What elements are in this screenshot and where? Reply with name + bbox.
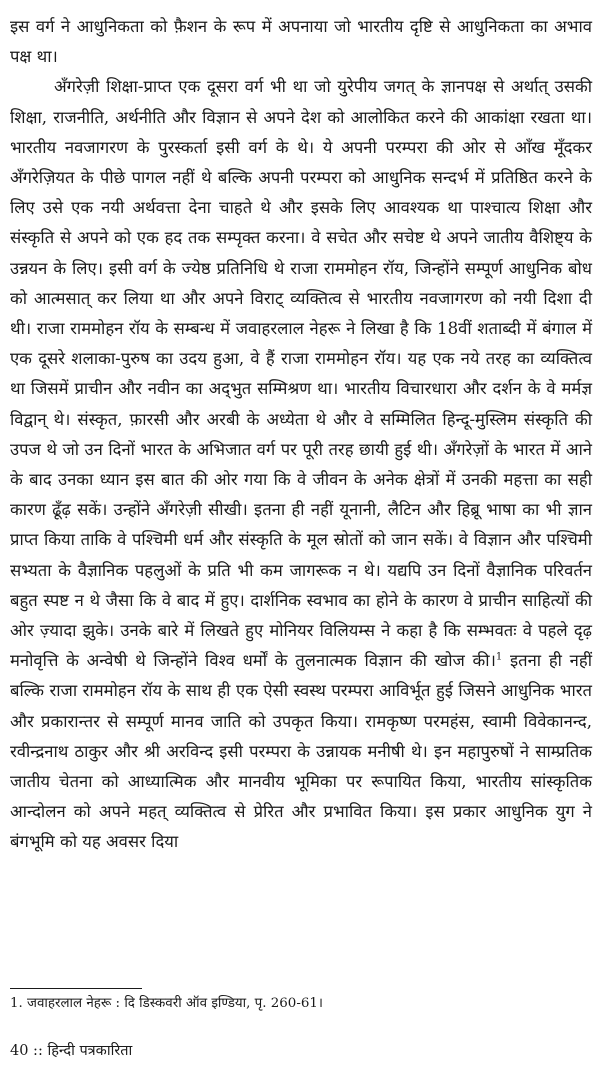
- paragraph-2-text-after-reference: इतना ही नहीं बल्कि राजा राममोहन रॉय के साथ ही एक ऐसी स्वस्थ परम्परा आविर्भूत हुई जिसने आधुनिक भारत और प्रकारान्तर से सम्पूर्ण मानव जाति को उपकृत किया। रामकृष्ण परमहंस, स्वामी विवेकानन्द, रवीन्द्रनाथ ठाकुर और श्री अरविन्द इसी परम्परा के उन्नायक मनीषी थे। इन महापुरुषों ने साम्प्रतिक जातीय चेतना को आध्यात्मिक और मानवीय भूमिका पर रूपायित किया, भारतीय सांस्कृतिक आन्दोलन को अपने महत् व्यक्तित्व से प्रेरित और प्रभावित किया। इस प्रकार आधुनिक युग ने बंगभूमि को यह अवसर दिया: [10, 651, 592, 852]
- footnote: 1. जवाहरलाल नेहरू : दि डिस्कवरी ऑव इण्डिया, पृ. 260-61।: [10, 996, 323, 1011]
- footnote-separator-rule: [10, 988, 142, 989]
- footnote-reference-marker: 1: [495, 651, 503, 663]
- page-number-running-footer: 40 :: हिन्दी पत्रकारिता: [10, 1043, 133, 1059]
- paragraph-2: [10, 72, 592, 857]
- paragraph-1: इस वर्ग ने आधुनिकता को फ़ैशन के रूप में अपनाया जो भारतीय दृष्टि से आधुनिकता का अभाव पक्ष था।: [10, 17, 592, 67]
- paragraph-2-text-before-reference: अँगरेज़ी शिक्षा-प्राप्त एक दूसरा वर्ग भी था जो युरेपीय जगत् के ज्ञानपक्ष से अर्थात् उसकी शिक्षा, राजनीति, अर्थनीति और विज्ञान से अपने देश को आलोकित करने की आकांक्षा रखता था। भारतीय नवजागरण के पुरस्कर्ता इसी वर्ग के थे। ये अपनी परम्परा की ओर से आँख मूँदकर अँगरेज़ियत के पीछे पागल नहीं थे बल्कि अपनी परम्परा को आधुनिक सन्दर्भ में प्रतिष्ठित करने के लिए उसे एक नयी अर्थवत्ता देना चाहते थे और इसके लिए आवश्यक था पाश्चात्य शिक्षा और संस्कृति से अपने को एक हद तक सम्पृक्त करना। वे सचेत और सचेष्ट थे अपने जातीय वैशिष्ट्य के उन्नयन के लिए। इसी वर्ग के ज्येष्ठ प्रतिनिधि थे राजा राममोहन रॉय, जिन्होंने सम्पूर्ण आधुनिक बोध को आत्मसात् कर लिया था और अपने विराट् व्यक्तित्व से भारतीय नवजागरण को नयी दिशा दी थी। राजा राममोहन रॉय के सम्बन्ध में जवाहरलाल नेहरू ने लिखा है कि 18वीं शताब्दी में बंगाल में एक दूसरे शलाका-पुरुष का उदय हुआ, वे हैं राजा राममोहन रॉय। यह एक नये तरह का व्यक्तित्व था जिसमें प्राचीन और नवीन का अद्‌भुत सम्मिश्रण था। भारतीय विचारधारा और दर्शन के वे मर्मज्ञ विद्वान् थे। संस्कृत, फ़ारसी और अरबी के अध्येता थे और वे सम्मिलित हिन्दू-मुस्लिम संस्कृति की उपज थे जो उन दिनों भारत के अभिजात वर्ग पर पूरी तरह छायी हुई थी। अँगरेज़ों के भारत में आने के बाद उनका ध्यान इस बात की ओर गया कि वे जीवन के अनेक क्षेत्रों में उनकी महत्ता का सही कारण ढूँढ़ सकें। उन्होंने अँगरेज़ी सीखी। इतना ही नहीं यूनानी, लैटिन और हिब्रू भाषा का भी ज्ञान प्राप्त किया ताकि वे पश्चिमी धर्म और संस्कृति के मूल स्रोतों को जान सकें। वे विज्ञान और पश्चिमी सभ्यता के वैज्ञानिक पहलुओं के प्रति भी कम जागरूक न थे। यद्यपि उन दिनों वैज्ञानिक परिवर्तन बहुत स्पष्ट न थे जैसा कि वे बाद में हुए। दार्शनिक स्वभाव का होने के कारण वे प्राचीन साहित्यों की ओर ज़्यादा झुके। उनके बारे में लिखते हुए मोनियर विलियम्स ने कहा है कि सम्भवतः वे पहले दृढ़ मनोवृत्ति के अन्वेषी थे जिन्होंने विश्व धर्मों के तुलनात्मक विज्ञान की खोज की।: [10, 77, 592, 671]
